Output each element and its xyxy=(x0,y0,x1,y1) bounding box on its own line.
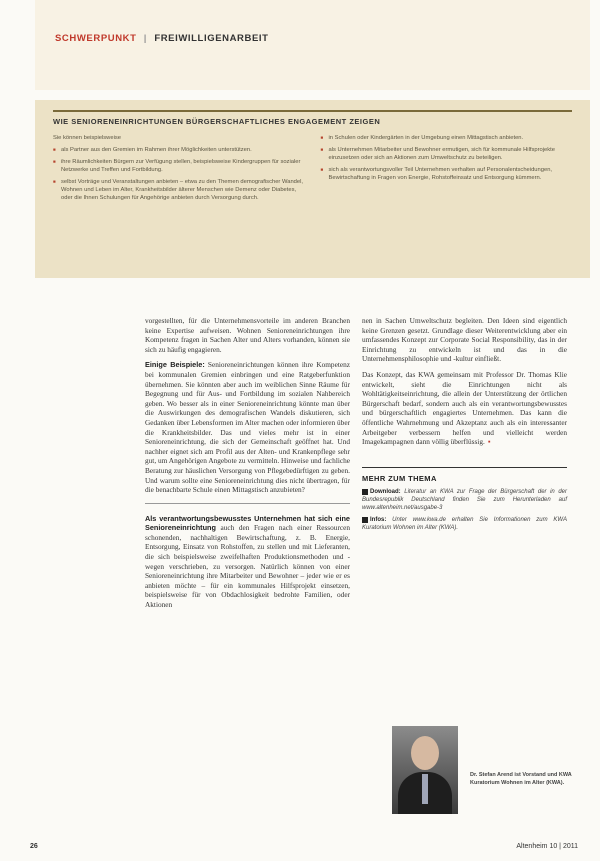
author-photo-tie xyxy=(422,774,428,804)
paragraph-text: auch den Fragen nach einer Ressourcen schonenden, nachhaltigen Bewirtschaftung, z. B. Energie, Entsorgung, Einsatz von Rohstoffen, zu stellen und mit Lieferanten, die sich beispielsweise zweifelhaften Produktionsmethoden und -wegen verschrieben, zu versorgen. Natürlich können von einer Senioreneinrichtung ihre Mitarbeiter und Bewohner – jeder wie er es anbieten möchte – für ein kommunales Hilfsprojekt einsetzen, beispielsweise für von Obdachlosigkeit bedrohte Familien, oder Aktionen xyxy=(145,523,350,610)
list-item: ■ selbst Vorträge und Veranstaltungen anbieten – etwa zu den Themen demografischer Wandel, Wohnen und Leben im Alter, Krankheitsbilder älterer Menschen wie Demenz oder Diabetes, oder die Ihnen Schulungen für Angehörige anbieten durch Versorgung durch. xyxy=(53,178,305,202)
download-icon xyxy=(362,489,368,495)
more-item-text: Unter www.kwa.de erhalten Sie Informationen zum KWA Kuratorium Wohnen im Alter (KWA). xyxy=(362,517,567,532)
section-header xyxy=(55,33,269,44)
header-keyword: SCHWERPUNKT xyxy=(55,33,137,44)
paragraph-text: Senioreneinrichtungen können ihre Kompetenz bei kommunalen Gremien einbringen und eine Ratgeberfunktion übernehmen. Sie könnten aber auch im weiblichen Sinne Räume für Begegnung und für Aus- und Fortbildung im sozialen Nahbereich geben. Wo besser als in einer Senioreneinrichtung könnte man über die Auswirkungen des demografischen Wandels diskutieren, sich Gedanken über Lebensformen im Alter machen oder informieren über die Krankheitsbilder. Das und vieles mehr ist in einer Senioreneinrichtung, die sich der Gemeinschaft geöffnet hat. Und nachher eignet sich am Profil aus der Alten- und Krankenpflege sehr gut, um Angehörigen Angebote zu vermitteln. Hinweise und fachliche Beratung zur häuslichen Versorgung von Pflegebedürftigen zu geben. Und warum sollte eine Senioreneinrichtung dies nicht übertragen, für die benachbarte Schule einen Mittagstisch anzubieten? xyxy=(145,360,350,495)
paragraph xyxy=(145,514,350,610)
article-column-1 xyxy=(145,316,350,616)
article-column-2 xyxy=(362,316,567,616)
hero-band xyxy=(35,0,590,90)
divider xyxy=(145,503,350,504)
header-section: FREIWILLIGENARBEIT xyxy=(154,33,269,44)
article-body xyxy=(145,316,575,616)
info-box-right-column xyxy=(321,134,573,206)
list-item: ■ als Partner aus den Gremien im Rahmen ihrer Möglichkeiten unterstützen. xyxy=(53,146,305,154)
paragraph-lead: Einige Beispiele: xyxy=(145,360,205,370)
info-box-left-column xyxy=(53,134,305,206)
paragraph xyxy=(145,316,350,354)
journal-issue: Altenheim 10 | 2011 xyxy=(516,843,578,850)
info-icon xyxy=(362,517,368,523)
paragraph-text: Das Konzept, das KWA gemeinsam mit Professor Dr. Thomas Klie entwickelt, sieht die Einrichtungen nicht als Wohltätigkeitseinrichtung, die allein der Unterstützung der örtlichen Bürgerschaft bedarf, sondern auch als ein verantwortungsbewusstes und bürgerschaftlich engagiertes Unternehmen. Das kann die öffentliche Wahrnehmung und Akzeptanz auch als ein interessanter Arbeitgeber verbessern helfen und vielleicht werden Imagekampagnen dann völlig überflüssig. xyxy=(362,369,567,447)
info-box xyxy=(35,100,590,278)
info-box-intro: Sie können beispielsweise xyxy=(53,135,121,141)
page-number: 26 xyxy=(30,843,38,850)
more-item-tag: Infos: xyxy=(370,517,387,524)
list-item: ■ sich als verantwortungsvoller Teil Unternehmen verhalten auf Personalentscheidungen, Bewirtschaftung in Fragen von Energie, Rohstoffeinsatz und Entsorgung kümmern. xyxy=(321,166,573,182)
paragraph xyxy=(362,316,567,364)
info-box-title: WIE SENIORENEINRICHTUNGEN BÜRGERSCHAFTLICHES ENGAGEMENT ZEIGEN xyxy=(53,110,572,126)
paragraph-text: vorgestellten, für die Unternehmensvorteile im anderen Branchen keine Expertise aufweisen. Wohnen Senioreneinrichtungen ihre Kompetenz fragen in Sachen Alter und Alters vorhanden, können sie sich zu häufig engagieren. xyxy=(145,316,350,354)
more-item-text: Literatur an KWA zur Frage der Bürgerschaft der in der Bundesrepublik Deutschland finden Sie zum Herunterladen auf www.altenheim.net/ausgabe-3 xyxy=(362,489,567,512)
author-caption: Dr. Stefan Arend ist Vorstand und KWA Kuratorium Wohnen im Alter (KWA). xyxy=(470,772,572,786)
list-item: ■ als Unternehmen Mitarbeiter und Bewohner ermutigen, sich für kommunale Hilfsprojekte einzusetzen oder sich an Aktionen zum Umweltschutz zu beteiligen. xyxy=(321,146,573,162)
paragraph-text: nen in Sachen Umweltschutz begleiten. Den Ideen sind eigentlich keine Grenzen gesetzt. Grundlage dieser Weiterentwicklung aber ein umfassendes Konzept zur Corporate Social Responsibility, das in der Einrichtung zu entwickeln ist und das in die Unternehmensphilosophie und -kultur einfließt. xyxy=(362,316,567,364)
header-separator: | xyxy=(143,33,148,44)
more-item-download[interactable] xyxy=(362,488,567,512)
paragraph xyxy=(362,370,567,447)
more-title: MEHR ZUM THEMA xyxy=(362,467,567,484)
end-mark-icon: ▪ xyxy=(487,437,491,447)
list-item: ■ ihre Räumlichkeiten Bürgern zur Verfügung stellen, beispielsweise Kindergruppen für sozialer Netzwerke und Treffen und Fortbildung. xyxy=(53,158,305,174)
more-item-infos[interactable] xyxy=(362,516,567,532)
list-item: ■ in Schulen oder Kindergärten in der Umgebung einen Mittagstisch anbieten. xyxy=(321,134,573,142)
author-photo xyxy=(392,726,458,814)
author-photo-head xyxy=(411,736,439,770)
paragraph-lead: Als verantwortungsbewusstes Unternehmen hat sich eine Senioreneinrichtung xyxy=(145,513,350,533)
paragraph xyxy=(145,360,350,494)
more-item-tag: Download: xyxy=(370,489,401,496)
page-footer xyxy=(30,843,578,850)
